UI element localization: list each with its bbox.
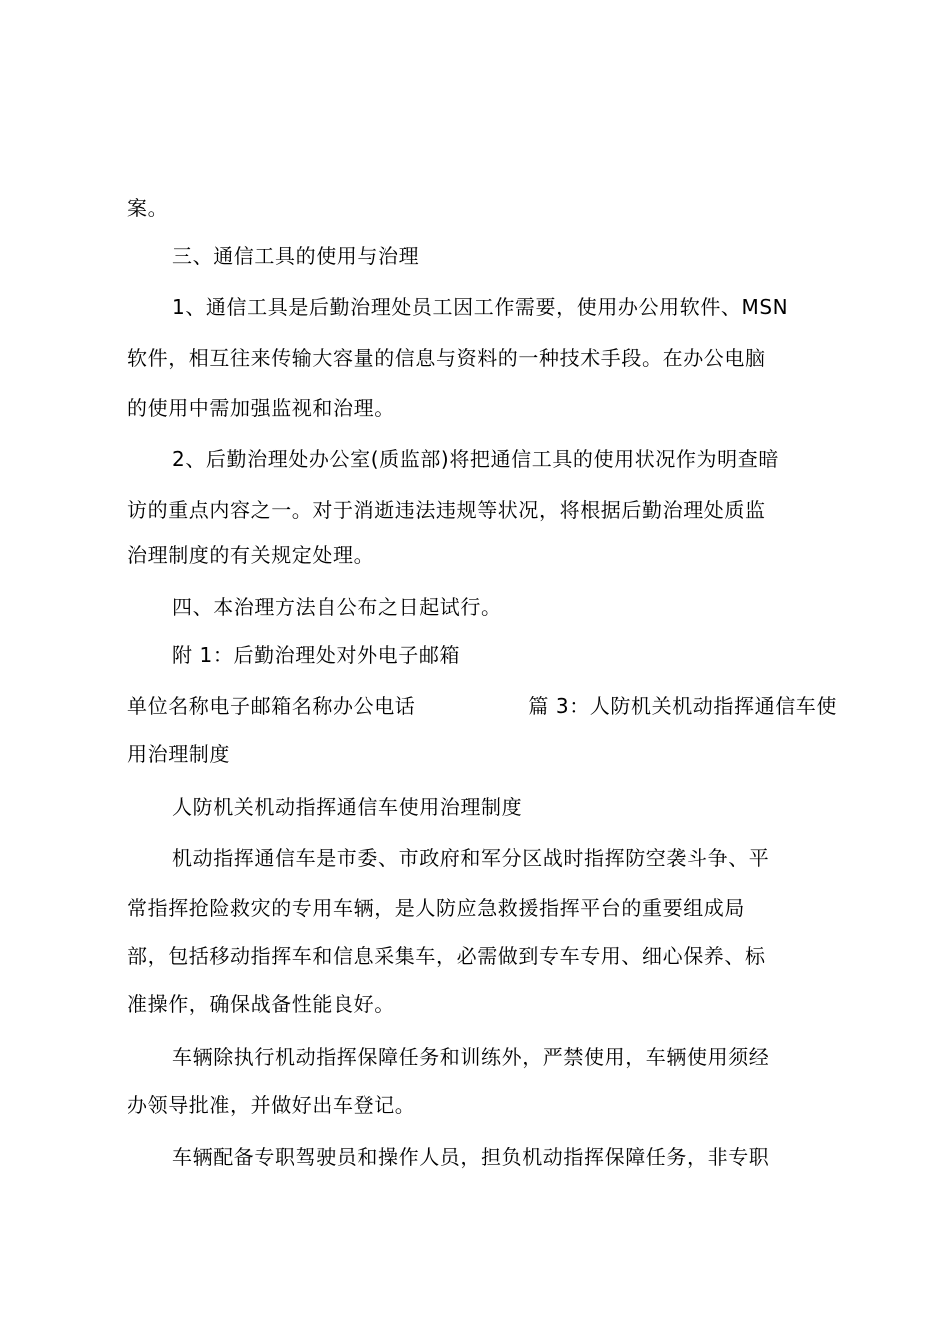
section-heading-4: 四、本治理方法自公布之日起试行。 [172, 595, 502, 619]
article-title-end: 用治理制度 [127, 742, 230, 766]
paragraph-line: 治理制度的有关规定处理。 [127, 543, 375, 567]
paragraph-line: 常指挥抢险救灾的专用车辆，是人防应急救援指挥平台的重要组成局 [127, 896, 745, 920]
table-header-and-article-title [127, 693, 837, 719]
paragraph-continuation: 案。 [127, 196, 169, 220]
paragraph-line: 1、通信工具是后勤治理处员工因工作需要，使用办公用软件、MSN [172, 295, 789, 319]
paragraph-line: 车辆除执行机动指挥保障任务和训练外，严禁使用，车辆使用须经 [172, 1045, 770, 1069]
paragraph-line: 车辆配备专职驾驶员和操作人员，担负机动指挥保障任务，非专职 [172, 1145, 770, 1169]
paragraph-line: 2、后勤治理处办公室(质监部)将把通信工具的使用状况作为明查暗 [172, 447, 779, 471]
paragraph-line: 软件，相互往来传输大容量的信息与资料的一种技术手段。在办公电脑 [127, 346, 766, 370]
table-header-text: 单位名称电子邮箱名称办公电话 [127, 694, 416, 718]
appendix-title: 附 1：后勤治理处对外电子邮箱 [172, 643, 461, 667]
section-heading-3: 三、通信工具的使用与治理 [172, 244, 420, 268]
paragraph-line: 部，包括移动指挥车和信息采集车，必需做到专车专用、细心保养、标 [127, 944, 766, 968]
article-heading: 人防机关机动指挥通信车使用治理制度 [172, 795, 523, 819]
paragraph-line: 的使用中需加强监视和治理。 [127, 396, 395, 420]
paragraph-line: 访的重点内容之一。对于消逝违法违规等状况，将根据后勤治理处质监 [127, 498, 766, 522]
article-title-start: 篇 3：人防机关机动指挥通信车使 [528, 694, 837, 718]
paragraph-line: 机动指挥通信车是市委、市政府和军分区战时指挥防空袭斗争、平 [172, 846, 770, 870]
paragraph-line: 办领导批准，并做好出车登记。 [127, 1093, 416, 1117]
paragraph-line: 准操作，确保战备性能良好。 [127, 992, 395, 1016]
